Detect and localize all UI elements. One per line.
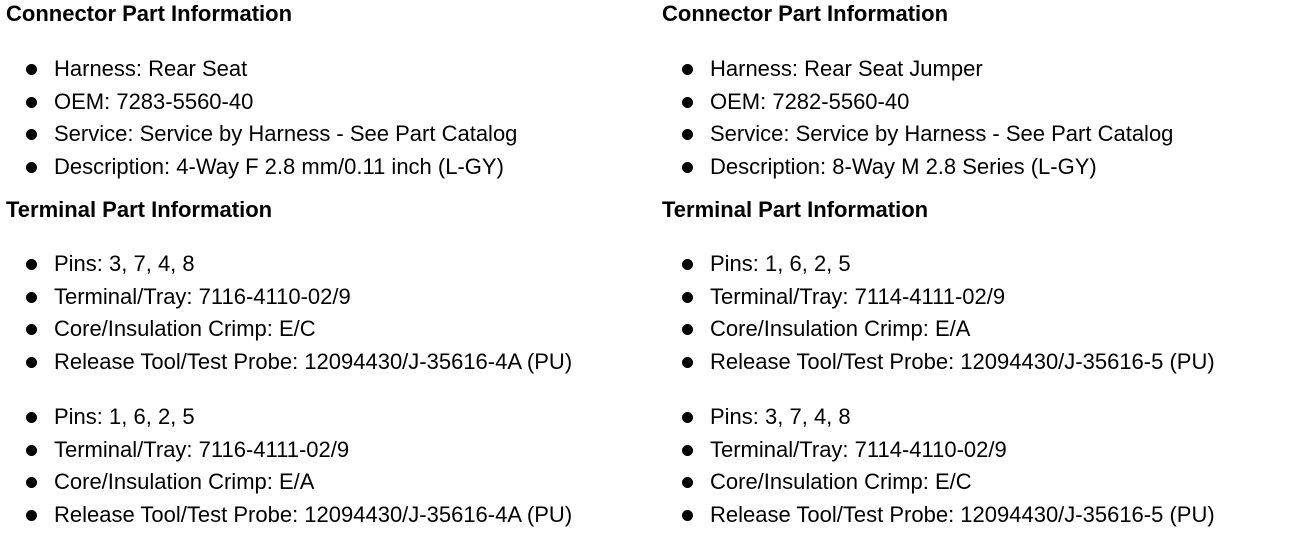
bullet-icon <box>682 97 693 108</box>
bullet-icon <box>682 357 693 368</box>
bullet-icon <box>26 510 37 521</box>
bullet-icon <box>26 129 37 140</box>
release-tool-text: Release Tool/Test Probe: 12094430/J-35616-5 (PU) <box>710 348 1215 374</box>
harness-item <box>662 53 1173 86</box>
connector-info-list <box>662 53 1173 183</box>
bullet-icon <box>26 412 37 423</box>
terminal-tray-item <box>662 281 1215 314</box>
oem-item <box>6 86 517 119</box>
pins-item <box>662 401 1215 434</box>
connector-info-list <box>6 53 517 183</box>
bullet-icon <box>682 510 693 521</box>
terminal-tray-text: Terminal/Tray: 7116-4111-02/9 <box>54 436 350 462</box>
service-text: Service: Service by Harness - See Part Catalog <box>710 121 1174 147</box>
crimp-text: Core/Insulation Crimp: E/A <box>710 316 971 342</box>
release-tool-item <box>662 499 1215 532</box>
pins-item <box>6 248 572 281</box>
bullet-icon <box>682 324 693 335</box>
bullet-icon <box>26 477 37 488</box>
service-item <box>662 118 1173 151</box>
bullet-icon <box>682 64 693 75</box>
description-item <box>662 151 1173 184</box>
pins-item <box>6 401 572 434</box>
terminal-part-information-heading: Terminal Part Information <box>662 197 929 222</box>
release-tool-text: Release Tool/Test Probe: 12094430/J-35616-4A (PU) <box>54 501 573 527</box>
release-tool-text: Release Tool/Test Probe: 12094430/J-35616-4A (PU) <box>54 348 573 374</box>
pins-text: Pins: 1, 6, 2, 5 <box>54 404 195 429</box>
crimp-text: Core/Insulation Crimp: E/C <box>710 469 972 495</box>
service-item <box>6 118 517 151</box>
terminal-tray-item <box>6 434 572 467</box>
bullet-icon <box>682 412 693 423</box>
pins-text: Pins: 3, 7, 4, 8 <box>710 404 851 429</box>
terminal-tray-text: Terminal/Tray: 7114-4111-02/9 <box>710 283 1006 309</box>
bullet-icon <box>26 445 37 456</box>
connector-part-information-heading: Connector Part Information <box>6 1 293 26</box>
bullet-icon <box>682 292 693 303</box>
bullet-icon <box>682 477 693 488</box>
bullet-icon <box>682 445 693 456</box>
crimp-item <box>6 313 572 346</box>
bullet-icon <box>682 162 693 173</box>
terminal-tray-item <box>6 281 572 314</box>
pins-item <box>662 248 1215 281</box>
oem-text: OEM: 7282-5560-40 <box>710 88 910 114</box>
crimp-item <box>6 466 572 499</box>
crimp-item <box>662 313 1215 346</box>
terminal-group-1-list <box>6 248 572 378</box>
connector-part-information-heading: Connector Part Information <box>662 1 949 26</box>
bullet-icon <box>26 292 37 303</box>
bullet-icon <box>26 97 37 108</box>
terminal-tray-item <box>662 434 1215 467</box>
bullet-icon <box>26 162 37 173</box>
terminal-group-2-list <box>662 401 1215 531</box>
harness-text: Harness: Rear Seat <box>54 56 248 81</box>
terminal-tray-text: Terminal/Tray: 7116-4110-02/9 <box>54 283 351 309</box>
bullet-icon <box>682 129 693 140</box>
pins-text: Pins: 3, 7, 4, 8 <box>54 251 195 276</box>
description-item <box>6 151 517 184</box>
harness-item <box>6 53 517 86</box>
pins-text: Pins: 1, 6, 2, 5 <box>710 251 851 276</box>
bullet-icon <box>26 357 37 368</box>
terminal-tray-text: Terminal/Tray: 7114-4110-02/9 <box>710 436 1007 462</box>
oem-item <box>662 86 1173 119</box>
crimp-item <box>662 466 1215 499</box>
release-tool-item <box>6 499 572 532</box>
release-tool-item <box>662 346 1215 379</box>
terminal-part-information-heading: Terminal Part Information <box>6 197 273 222</box>
bullet-icon <box>26 324 37 335</box>
release-tool-text: Release Tool/Test Probe: 12094430/J-35616-5 (PU) <box>710 501 1215 527</box>
oem-text: OEM: 7283-5560-40 <box>54 88 254 114</box>
bullet-icon <box>26 259 37 270</box>
terminal-group-2-list <box>6 401 572 531</box>
bullet-icon <box>682 259 693 270</box>
bullet-icon <box>26 64 37 75</box>
crimp-text: Core/Insulation Crimp: E/A <box>54 469 315 495</box>
release-tool-item <box>6 346 572 379</box>
service-text: Service: Service by Harness - See Part Catalog <box>54 121 518 147</box>
description-text: Description: 8-Way M 2.8 Series (L-GY) <box>710 153 1097 179</box>
description-text: Description: 4-Way F 2.8 mm/0.11 inch (L-GY) <box>54 153 504 179</box>
harness-text: Harness: Rear Seat Jumper <box>710 56 983 81</box>
terminal-group-1-list <box>662 248 1215 378</box>
crimp-text: Core/Insulation Crimp: E/C <box>54 316 316 342</box>
